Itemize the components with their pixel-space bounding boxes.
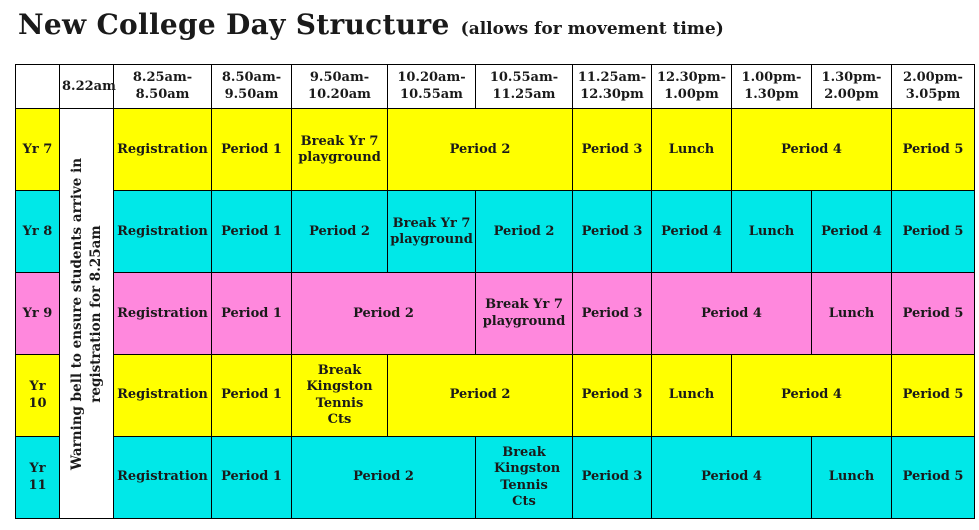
header-time-cell: 9.50am- 10.20am	[292, 65, 388, 109]
schedule-cell: Break Kingston Tennis Cts	[292, 355, 388, 437]
schedule-cell: Period 2	[388, 109, 573, 191]
schedule-cell: Period 2	[476, 191, 573, 273]
row-yr9	[16, 273, 975, 355]
schedule-cell: Period 4	[812, 191, 892, 273]
schedule-cell: Period 1	[212, 273, 292, 355]
year-label: Yr 11	[16, 437, 60, 519]
schedule-cell: Period 4	[732, 355, 892, 437]
warning-bell-text: Warning bell to ensure students arrive in registration for 8.25am	[68, 157, 104, 470]
schedule-cell: Period 5	[892, 191, 975, 273]
schedule-cell: Period 2	[388, 355, 573, 437]
schedule-cell: Period 3	[573, 437, 652, 519]
header-time-cell: 10.20am- 10.55am	[388, 65, 476, 109]
header-time-cell: 11.25am- 12.30pm	[573, 65, 652, 109]
schedule-cell: Lunch	[652, 109, 732, 191]
header-time-cell: 1.30pm- 2.00pm	[812, 65, 892, 109]
schedule-cell: Period 1	[212, 191, 292, 273]
schedule-cell: Break Yr 7 playground	[292, 109, 388, 191]
schedule-table	[15, 64, 975, 519]
warning-bell-cell	[60, 109, 114, 519]
schedule-cell: Lunch	[652, 355, 732, 437]
schedule-cell: Period 2	[292, 273, 476, 355]
header-time-cell: 10.55am- 11.25am	[476, 65, 573, 109]
year-label: Yr 8	[16, 191, 60, 273]
schedule-cell: Period 5	[892, 437, 975, 519]
schedule-cell: Period 4	[732, 109, 892, 191]
title-main: New College Day Structure	[18, 8, 450, 41]
year-label: Yr 10	[16, 355, 60, 437]
schedule-cell: Period 3	[573, 191, 652, 273]
schedule-cell: Period 3	[573, 273, 652, 355]
schedule-cell: Period 4	[652, 273, 812, 355]
header-time-cell: 1.00pm- 1.30pm	[732, 65, 812, 109]
schedule-cell: Period 3	[573, 355, 652, 437]
schedule-cell: Period 2	[292, 437, 476, 519]
schedule-cell: Registration	[114, 109, 212, 191]
header-blank-cell	[16, 65, 60, 109]
schedule-cell: Lunch	[732, 191, 812, 273]
header-time-cell: 2.00pm- 3.05pm	[892, 65, 975, 109]
page-title	[18, 8, 724, 41]
schedule-cell: Lunch	[812, 437, 892, 519]
schedule-cell: Period 5	[892, 355, 975, 437]
schedule-cell: Break Kingston Tennis Cts	[476, 437, 573, 519]
row-yr10	[16, 355, 975, 437]
schedule-cell: Period 1	[212, 355, 292, 437]
row-yr11	[16, 437, 975, 519]
header-time-cell: 8.50am- 9.50am	[212, 65, 292, 109]
schedule-cell: Registration	[114, 437, 212, 519]
schedule-cell: Registration	[114, 191, 212, 273]
schedule-cell: Lunch	[812, 273, 892, 355]
row-yr7	[16, 109, 975, 191]
schedule-cell: Break Yr 7 playground	[388, 191, 476, 273]
schedule-cell: Period 4	[652, 437, 812, 519]
title-subtitle: (allows for movement time)	[460, 19, 724, 39]
row-yr8	[16, 191, 975, 273]
schedule-cell: Period 3	[573, 109, 652, 191]
header-row	[16, 65, 975, 109]
header-time-cell: 12.30pm- 1.00pm	[652, 65, 732, 109]
schedule-cell: Period 2	[292, 191, 388, 273]
schedule-cell: Period 4	[652, 191, 732, 273]
schedule-cell: Break Yr 7 playground	[476, 273, 573, 355]
header-time-cell: 8.25am- 8.50am	[114, 65, 212, 109]
year-label: Yr 9	[16, 273, 60, 355]
schedule-cell: Registration	[114, 355, 212, 437]
schedule-cell: Registration	[114, 273, 212, 355]
schedule-cell: Period 5	[892, 273, 975, 355]
schedule-cell: Period 1	[212, 437, 292, 519]
header-822-cell: 8.22am	[60, 65, 114, 109]
schedule-cell: Period 5	[892, 109, 975, 191]
year-label: Yr 7	[16, 109, 60, 191]
schedule-cell: Period 1	[212, 109, 292, 191]
